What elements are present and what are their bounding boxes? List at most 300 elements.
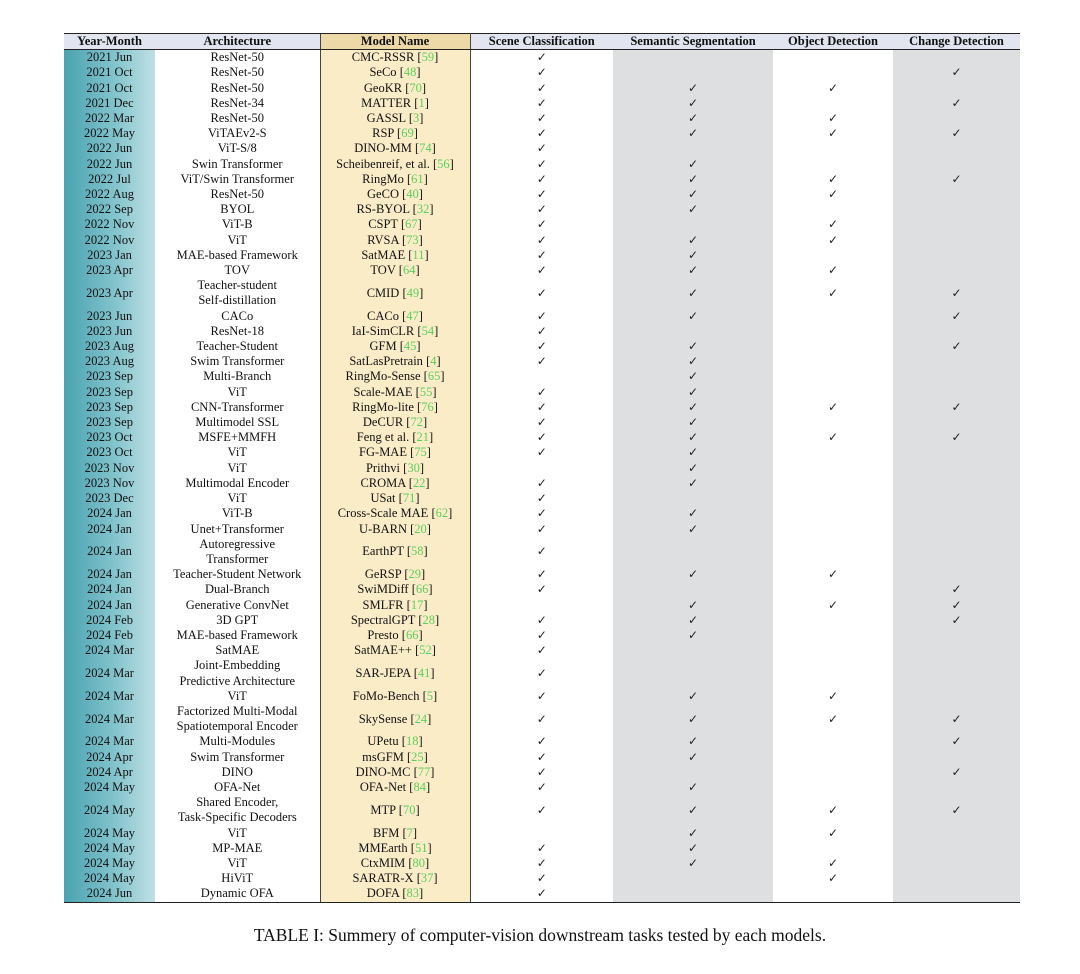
checkmark-icon: ✓ bbox=[951, 126, 962, 141]
cell-object-detection bbox=[773, 400, 893, 415]
cell-object-detection bbox=[773, 491, 893, 506]
cell-semantic-segmentation bbox=[613, 689, 773, 704]
cell-change-detection bbox=[893, 157, 1020, 172]
checkmark-icon: ✓ bbox=[687, 415, 699, 430]
cell-year-month bbox=[64, 886, 155, 902]
checkmark-icon: ✓ bbox=[951, 734, 962, 749]
citation-link[interactable]: 73 bbox=[406, 232, 419, 247]
citation-link[interactable]: 65 bbox=[427, 369, 441, 384]
table-row bbox=[64, 582, 1020, 597]
cell-year-month bbox=[64, 506, 155, 521]
cell-scene-classification bbox=[470, 81, 613, 96]
model-name-text: DINO-MC bbox=[355, 764, 411, 779]
cell-semantic-segmentation bbox=[613, 141, 773, 156]
cell-year-month bbox=[64, 65, 155, 80]
cell-object-detection bbox=[773, 582, 893, 597]
cell-change-detection bbox=[893, 734, 1020, 749]
citation-link[interactable]: 66 bbox=[405, 627, 419, 642]
cell-model-name: SpectralGPT [28] bbox=[320, 613, 470, 628]
cell-year-month bbox=[64, 750, 155, 765]
cell-architecture bbox=[155, 476, 320, 491]
checkmark-icon: ✓ bbox=[687, 711, 699, 726]
checkmark-icon: ✓ bbox=[827, 825, 839, 840]
cell-change-detection bbox=[893, 598, 1020, 613]
cell-change-detection bbox=[893, 96, 1020, 111]
cell-semantic-segmentation bbox=[613, 871, 773, 886]
cell-object-detection bbox=[773, 841, 893, 856]
citation-link[interactable]: 37 bbox=[420, 871, 434, 886]
cell-architecture bbox=[155, 126, 320, 141]
cell-year-month bbox=[64, 689, 155, 704]
cell-architecture bbox=[155, 96, 320, 111]
model-name-text: GeoKR bbox=[363, 80, 403, 95]
table-row bbox=[64, 217, 1020, 232]
cell-model-name: GFM [45] bbox=[320, 339, 470, 354]
cell-year-month bbox=[64, 339, 155, 354]
year-month-text: 2023 Aug bbox=[85, 339, 134, 354]
cell-scene-classification bbox=[470, 50, 613, 66]
cell-year-month bbox=[64, 795, 155, 825]
citation-link[interactable]: 11 bbox=[412, 247, 425, 262]
cell-object-detection bbox=[773, 233, 893, 248]
cell-scene-classification bbox=[470, 369, 613, 384]
cell-architecture bbox=[155, 522, 320, 537]
year-month-text: 2023 Sep bbox=[86, 384, 133, 399]
cell-object-detection bbox=[773, 81, 893, 96]
citation-link[interactable]: 5 bbox=[426, 688, 434, 703]
cell-semantic-segmentation bbox=[613, 506, 773, 521]
table-row bbox=[64, 537, 1020, 567]
table-row bbox=[64, 324, 1020, 339]
cell-model-name: OFA-Net [84] bbox=[320, 780, 470, 795]
citation-link[interactable]: 28 bbox=[422, 612, 435, 627]
citation-link[interactable]: 76 bbox=[421, 399, 434, 414]
cell-year-month bbox=[64, 50, 155, 66]
citation-link[interactable]: 29 bbox=[408, 567, 421, 582]
year-month-text: 2024 May bbox=[83, 840, 136, 855]
cell-change-detection bbox=[893, 233, 1020, 248]
checkmark-icon: ✓ bbox=[951, 612, 962, 627]
table-row bbox=[64, 187, 1020, 202]
year-month-text: 2023 Sep bbox=[86, 415, 133, 430]
cell-year-month bbox=[64, 704, 155, 734]
cell-architecture bbox=[155, 233, 320, 248]
model-name-text: SatLasPretrain bbox=[349, 354, 423, 369]
citation-link[interactable]: 20 bbox=[414, 521, 427, 536]
citation-link[interactable]: 25 bbox=[411, 749, 424, 764]
cell-object-detection bbox=[773, 111, 893, 126]
cell-architecture bbox=[155, 856, 320, 871]
cell-year-month bbox=[64, 369, 155, 384]
model-name-text: IaI-SimCLR bbox=[351, 323, 415, 338]
year-month-text: 2023 Apr bbox=[86, 285, 133, 300]
cell-architecture bbox=[155, 628, 320, 643]
architecture-text: ViT bbox=[227, 232, 247, 247]
checkmark-icon: ✓ bbox=[687, 855, 699, 870]
table-row bbox=[64, 567, 1020, 582]
model-name-text: SatMAE bbox=[361, 247, 406, 262]
citation-link[interactable]: 40 bbox=[406, 187, 419, 202]
citation-link[interactable]: 62 bbox=[435, 506, 449, 521]
cell-semantic-segmentation bbox=[613, 537, 773, 567]
table-row bbox=[64, 430, 1020, 445]
cell-object-detection bbox=[773, 658, 893, 688]
cell-year-month bbox=[64, 385, 155, 400]
cell-architecture bbox=[155, 369, 320, 384]
summary-table bbox=[64, 33, 1020, 903]
cell-scene-classification bbox=[470, 339, 613, 354]
cell-scene-classification bbox=[470, 157, 613, 172]
model-name-text: SkySense bbox=[358, 711, 408, 726]
checkmark-icon: ✓ bbox=[536, 521, 547, 536]
citation-link[interactable]: 51 bbox=[414, 840, 428, 855]
cell-object-detection bbox=[773, 126, 893, 141]
checkmark-icon: ✓ bbox=[536, 126, 547, 141]
checkmark-icon: ✓ bbox=[687, 521, 699, 536]
table-row bbox=[64, 415, 1020, 430]
architecture-text: MP-MAE bbox=[212, 840, 263, 855]
table-row bbox=[64, 445, 1020, 460]
citation-link[interactable]: 72 bbox=[410, 415, 423, 430]
cell-scene-classification bbox=[470, 795, 613, 825]
model-name-text: Prithvi bbox=[365, 460, 401, 475]
cell-architecture bbox=[155, 613, 320, 628]
cell-change-detection bbox=[893, 445, 1020, 460]
checkmark-icon: ✓ bbox=[827, 217, 839, 232]
cell-scene-classification bbox=[470, 704, 613, 734]
cell-year-month bbox=[64, 278, 155, 308]
cell-scene-classification bbox=[470, 354, 613, 369]
cell-change-detection bbox=[893, 765, 1020, 780]
citation-link[interactable]: 48 bbox=[403, 65, 417, 80]
cell-object-detection bbox=[773, 506, 893, 521]
architecture-text: ViT bbox=[227, 688, 247, 703]
model-name-text: DeCUR bbox=[362, 415, 404, 430]
cell-semantic-segmentation bbox=[613, 780, 773, 795]
cell-semantic-segmentation bbox=[613, 734, 773, 749]
cell-change-detection bbox=[893, 263, 1020, 278]
architecture-text: ResNet-50 bbox=[210, 111, 264, 126]
citation-link[interactable]: 55 bbox=[419, 384, 433, 399]
cell-object-detection bbox=[773, 217, 893, 232]
checkmark-icon: ✓ bbox=[951, 711, 962, 726]
checkmark-icon: ✓ bbox=[536, 247, 547, 262]
checkmark-icon: ✓ bbox=[827, 802, 839, 817]
citation-link[interactable]: 52 bbox=[419, 643, 432, 658]
cell-year-month bbox=[64, 856, 155, 871]
cell-scene-classification bbox=[470, 886, 613, 902]
checkmark-icon: ✓ bbox=[687, 688, 699, 703]
cell-scene-classification bbox=[470, 567, 613, 582]
checkmark-icon: ✓ bbox=[536, 50, 547, 65]
architecture-text: BYOL bbox=[220, 202, 255, 217]
architecture-text: ResNet-50 bbox=[210, 80, 264, 95]
citation-link[interactable]: 64 bbox=[402, 263, 416, 278]
cell-architecture bbox=[155, 248, 320, 263]
cell-object-detection bbox=[773, 537, 893, 567]
architecture-text: ViT bbox=[227, 445, 247, 460]
cell-architecture bbox=[155, 111, 320, 126]
citation-link[interactable]: 74 bbox=[419, 141, 432, 156]
model-name-text: RVSA bbox=[367, 232, 399, 247]
cell-change-detection bbox=[893, 50, 1020, 66]
citation-link[interactable]: 71 bbox=[402, 491, 416, 506]
architecture-text: ResNet-18 bbox=[210, 323, 264, 338]
citation-link[interactable]: 61 bbox=[411, 171, 424, 186]
architecture-text: HiViT bbox=[221, 871, 254, 886]
citation-link[interactable]: 30 bbox=[407, 460, 420, 475]
citation-link[interactable]: 17 bbox=[410, 597, 424, 612]
cell-model-name: CMC-RSSR [59] bbox=[320, 50, 470, 66]
model-name-text: OFA-Net bbox=[359, 779, 407, 794]
table-row bbox=[64, 263, 1020, 278]
checkmark-icon: ✓ bbox=[536, 430, 547, 445]
cell-scene-classification bbox=[470, 445, 613, 460]
year-month-text: 2024 May bbox=[83, 871, 136, 886]
cell-model-name: FoMo-Bench [5] bbox=[320, 689, 470, 704]
model-name-text: msGFM bbox=[362, 749, 404, 764]
citation-link[interactable]: 75 bbox=[414, 445, 427, 460]
cell-semantic-segmentation bbox=[613, 522, 773, 537]
architecture-text: Swim Transformer bbox=[190, 749, 285, 764]
architecture-text-line2: Spatiotemporal Encoder bbox=[176, 719, 298, 734]
year-month-text: 2024 Jun bbox=[86, 886, 133, 901]
citation-link[interactable]: 67 bbox=[405, 217, 418, 232]
citation-link[interactable]: 18 bbox=[405, 734, 419, 749]
cell-architecture bbox=[155, 598, 320, 613]
cell-year-month bbox=[64, 461, 155, 476]
table-row bbox=[64, 278, 1020, 308]
table-row bbox=[64, 598, 1020, 613]
citation-link[interactable]: 69 bbox=[401, 126, 414, 141]
cell-semantic-segmentation bbox=[613, 415, 773, 430]
cell-model-name: SatLasPretrain [4] bbox=[320, 354, 470, 369]
citation-link[interactable]: 66 bbox=[415, 582, 429, 597]
cell-change-detection bbox=[893, 309, 1020, 324]
checkmark-icon: ✓ bbox=[536, 80, 547, 95]
citation-link[interactable]: 83 bbox=[406, 886, 420, 901]
year-month-text: 2024 Mar bbox=[85, 643, 134, 658]
checkmark-icon: ✓ bbox=[827, 126, 839, 141]
cell-semantic-segmentation bbox=[613, 263, 773, 278]
citation-link[interactable]: 80 bbox=[412, 855, 426, 870]
citation-link[interactable]: 84 bbox=[413, 779, 426, 794]
cell-change-detection bbox=[893, 415, 1020, 430]
header-semantic-segmentation: Semantic Segmentation bbox=[613, 34, 773, 50]
cell-object-detection bbox=[773, 324, 893, 339]
cell-year-month bbox=[64, 233, 155, 248]
model-name-text: BFM bbox=[372, 825, 400, 840]
cell-semantic-segmentation bbox=[613, 750, 773, 765]
citation-link[interactable]: 22 bbox=[412, 475, 426, 490]
cell-model-name: SMLFR [17] bbox=[320, 598, 470, 613]
citation-link[interactable]: 54 bbox=[421, 323, 435, 338]
table-row bbox=[64, 765, 1020, 780]
cell-year-month bbox=[64, 141, 155, 156]
cell-scene-classification bbox=[470, 430, 613, 445]
checkmark-icon: ✓ bbox=[827, 187, 839, 202]
architecture-text: Multi-Modules bbox=[199, 734, 276, 749]
citation-link[interactable]: 59 bbox=[421, 50, 435, 65]
cell-semantic-segmentation bbox=[613, 126, 773, 141]
checkmark-icon: ✓ bbox=[827, 567, 839, 582]
checkmark-icon: ✓ bbox=[687, 111, 699, 126]
cell-change-detection bbox=[893, 522, 1020, 537]
architecture-text: Swin Transformer bbox=[191, 156, 283, 171]
cell-object-detection bbox=[773, 643, 893, 658]
model-name-text: GFM bbox=[369, 339, 397, 354]
citation-link[interactable]: 7 bbox=[406, 825, 413, 840]
cell-change-detection bbox=[893, 81, 1020, 96]
table-row bbox=[64, 522, 1020, 537]
cell-architecture bbox=[155, 278, 320, 308]
cell-object-detection bbox=[773, 886, 893, 902]
cell-scene-classification bbox=[470, 841, 613, 856]
cell-scene-classification bbox=[470, 248, 613, 263]
cell-year-month bbox=[64, 96, 155, 111]
cell-model-name: EarthPT [58] bbox=[320, 537, 470, 567]
cell-year-month bbox=[64, 172, 155, 187]
table-caption: TABLE I: Summery of computer-vision downstream tasks tested by each models. bbox=[253, 925, 827, 945]
year-month-text: 2023 Nov bbox=[84, 475, 135, 490]
cell-year-month bbox=[64, 157, 155, 172]
citation-link[interactable]: 70 bbox=[409, 80, 422, 95]
table-row bbox=[64, 369, 1020, 384]
table-row bbox=[64, 157, 1020, 172]
checkmark-icon: ✓ bbox=[951, 802, 962, 817]
architecture-text: Joint-Embedding bbox=[194, 658, 281, 673]
cell-architecture bbox=[155, 886, 320, 902]
architecture-text: ResNet-50 bbox=[210, 187, 264, 202]
year-month-text: 2022 May bbox=[83, 126, 136, 141]
cell-model-name: Cross-Scale MAE [62] bbox=[320, 506, 470, 521]
year-month-text: 2024 Jan bbox=[87, 544, 132, 559]
table-row bbox=[64, 65, 1020, 80]
cell-semantic-segmentation bbox=[613, 491, 773, 506]
cell-object-detection bbox=[773, 187, 893, 202]
table-row bbox=[64, 704, 1020, 734]
citation-link[interactable]: 41 bbox=[417, 665, 431, 680]
checkmark-icon: ✓ bbox=[687, 126, 699, 141]
cell-scene-classification bbox=[470, 780, 613, 795]
architecture-text: ViT bbox=[227, 825, 247, 840]
citation-link[interactable]: 4 bbox=[430, 354, 437, 369]
table-row bbox=[64, 734, 1020, 749]
table-row bbox=[64, 385, 1020, 400]
checkmark-icon: ✓ bbox=[827, 399, 839, 414]
cell-change-detection bbox=[893, 461, 1020, 476]
cell-scene-classification bbox=[470, 537, 613, 567]
cell-model-name: GeRSP [29] bbox=[320, 567, 470, 582]
cell-object-detection bbox=[773, 461, 893, 476]
citation-link[interactable]: 32 bbox=[416, 202, 430, 217]
table-row bbox=[64, 643, 1020, 658]
header-model-name: Model Name bbox=[320, 34, 470, 50]
table-row bbox=[64, 202, 1020, 217]
citation-link[interactable]: 3 bbox=[413, 111, 420, 126]
cell-change-detection bbox=[893, 278, 1020, 308]
citation-link[interactable]: 70 bbox=[402, 802, 416, 817]
citation-link[interactable]: 21 bbox=[416, 430, 430, 445]
model-name-text: CSPT bbox=[368, 217, 398, 232]
cell-architecture bbox=[155, 871, 320, 886]
architecture-text: Generative ConvNet bbox=[185, 597, 289, 612]
citation-link[interactable]: 47 bbox=[406, 308, 419, 323]
cell-model-name: RingMo-Sense [65] bbox=[320, 369, 470, 384]
model-name-text: GASSL bbox=[366, 111, 406, 126]
checkmark-icon: ✓ bbox=[687, 475, 699, 490]
cell-change-detection bbox=[893, 172, 1020, 187]
cell-change-detection bbox=[893, 613, 1020, 628]
citation-link[interactable]: 1 bbox=[418, 95, 425, 110]
cell-scene-classification bbox=[470, 217, 613, 232]
cell-change-detection bbox=[893, 841, 1020, 856]
year-month-text: 2022 Mar bbox=[85, 111, 134, 126]
citation-link[interactable]: 56 bbox=[437, 156, 450, 171]
checkmark-icon: ✓ bbox=[687, 80, 699, 95]
cell-scene-classification bbox=[470, 324, 613, 339]
checkmark-icon: ✓ bbox=[536, 95, 547, 110]
checkmark-icon: ✓ bbox=[951, 764, 962, 779]
cell-semantic-segmentation bbox=[613, 111, 773, 126]
cell-model-name: MTP [70] bbox=[320, 795, 470, 825]
checkmark-icon: ✓ bbox=[951, 308, 962, 323]
year-month-text: 2023 Jun bbox=[86, 308, 133, 323]
citation-link[interactable]: 77 bbox=[417, 764, 431, 779]
cell-change-detection bbox=[893, 628, 1020, 643]
checkmark-icon: ✓ bbox=[536, 643, 547, 658]
cell-model-name: RingMo-lite [76] bbox=[320, 400, 470, 415]
checkmark-icon: ✓ bbox=[687, 430, 699, 445]
model-name-text: Cross-Scale MAE bbox=[337, 506, 429, 521]
cell-semantic-segmentation bbox=[613, 795, 773, 825]
checkmark-icon: ✓ bbox=[536, 544, 547, 559]
cell-semantic-segmentation bbox=[613, 658, 773, 688]
citation-link[interactable]: 58 bbox=[411, 544, 424, 559]
citation-link[interactable]: 24 bbox=[414, 711, 428, 726]
checkmark-icon: ✓ bbox=[687, 247, 699, 262]
cell-year-month bbox=[64, 354, 155, 369]
architecture-text: Multimodal Encoder bbox=[185, 475, 290, 490]
citation-link[interactable]: 49 bbox=[406, 285, 420, 300]
table-row bbox=[64, 886, 1020, 902]
cell-model-name: SatMAE++ [52] bbox=[320, 643, 470, 658]
citation-link[interactable]: 45 bbox=[403, 339, 417, 354]
checkmark-icon: ✓ bbox=[536, 506, 547, 521]
cell-scene-classification bbox=[470, 96, 613, 111]
cell-scene-classification bbox=[470, 172, 613, 187]
architecture-text: ResNet-34 bbox=[210, 95, 264, 110]
cell-scene-classification bbox=[470, 826, 613, 841]
cell-model-name: DINO-MM [74] bbox=[320, 141, 470, 156]
checkmark-icon: ✓ bbox=[536, 764, 547, 779]
year-month-text: 2022 Nov bbox=[84, 232, 135, 247]
cell-change-detection bbox=[893, 750, 1020, 765]
checkmark-icon: ✓ bbox=[536, 323, 547, 338]
cell-architecture bbox=[155, 795, 320, 825]
cell-year-month bbox=[64, 445, 155, 460]
cell-model-name: TOV [64] bbox=[320, 263, 470, 278]
checkmark-icon: ✓ bbox=[536, 627, 547, 642]
checkmark-icon: ✓ bbox=[687, 308, 699, 323]
year-month-text: 2024 Apr bbox=[86, 764, 133, 779]
checkmark-icon: ✓ bbox=[536, 871, 547, 886]
cell-object-detection bbox=[773, 278, 893, 308]
year-month-text: 2024 Jan bbox=[87, 506, 132, 521]
model-name-text: DOFA bbox=[366, 886, 400, 901]
model-name-text: CMID bbox=[366, 285, 400, 300]
checkmark-icon: ✓ bbox=[687, 369, 699, 384]
